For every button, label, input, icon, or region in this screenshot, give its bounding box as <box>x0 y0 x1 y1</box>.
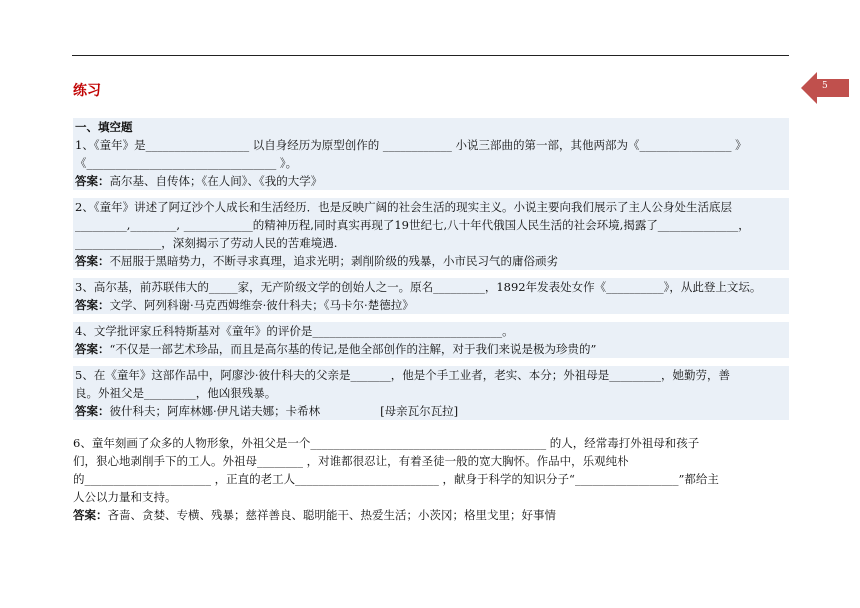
answer-line <box>75 172 787 190</box>
question-block-1 <box>73 118 789 190</box>
answer-line <box>75 252 787 270</box>
question-text: 的______________________ ，正直的老工人_________________________ ，献身于科学的知识分子“__________________”都给主 <box>73 472 719 486</box>
question-text: 《_________________________________ 》。 <box>75 156 298 170</box>
question-text: 1、《童年》是__________________ 以自身经历为原型创作的 ____________ 小说三部曲的第一部，其他两部为《________________ 》 <box>75 138 747 152</box>
question-text: 人公以力量和支持。 <box>73 490 177 504</box>
answer-label: 答案： <box>75 174 110 188</box>
answer-text: 彼什科夫；阿库林娜·伊凡诺夫娜；卡希林 <box>109 404 321 418</box>
page-number-badge <box>801 72 849 104</box>
page-title: 练习 <box>73 83 101 99</box>
answer-note: [母亲瓦尔瓦拉] <box>380 404 459 418</box>
answer-line <box>73 506 789 524</box>
question-text: _________,________, ____________的精神历程,同时真实再现了19世纪七,八十年代俄国人民生活的社会环境,揭露了______________， <box>75 218 750 232</box>
question-block-3 <box>73 278 789 314</box>
question-block-2 <box>73 198 789 270</box>
header-rule <box>72 55 789 56</box>
answer-text: “不仅是一部艺术珍品，而且是高尔基的传记,是他全部创作的注解，对于我们来说是极为珍贵的” <box>109 342 597 356</box>
question-text: 4、文学批评家丘科特斯基对《童年》的评价是_________________________________。 <box>75 324 514 338</box>
section-heading: 一、填空题 <box>75 120 133 134</box>
question-text: _______________，深刻揭示了劳动人民的苦难境遇. <box>75 236 338 250</box>
answer-label: 答案： <box>75 404 110 418</box>
answer-line <box>75 340 787 358</box>
question-block-4 <box>73 322 789 358</box>
question-text: 2、《童年》讲述了阿辽沙个人成长和生活经历．也是反映广阔的社会生活的现实主义。小说主要向我们展示了主人公身处生活底层 <box>75 200 733 214</box>
question-block-6 <box>73 434 789 524</box>
question-text: 5、在《童年》这部作品中，阿廖沙·彼什科夫的父亲是_______，他是个手工业者，老实、本分；外祖母是_________，她勤劳，善 <box>75 368 730 382</box>
page-number: 5 <box>822 81 828 91</box>
answer-line <box>75 402 787 420</box>
answer-text: 吝啬、贪婪、专横、残暴；慈祥善良、聪明能干、热爱生活；小茨冈；格里戈里；好事情 <box>107 508 556 522</box>
question-text: 良。外祖父是_________，他凶狠残暴。 <box>75 386 277 400</box>
answer-label: 答案： <box>75 254 110 268</box>
question-text: 们，狠心地剥削手下的工人。外祖母________ ，对谁都很忍让，有着圣徒一般的宽大胸怀。作品中，乐观纯朴 <box>73 454 629 468</box>
answer-text: 高尔基、自传体；《在人间》、《我的大学》 <box>109 174 323 188</box>
answer-text: 文学、阿列科谢·马克西姆维奈·彼什科夫；《马卡尔·楚德拉》 <box>109 298 414 312</box>
answer-label: 答案： <box>73 508 108 522</box>
answer-line <box>75 296 787 314</box>
question-text: 6、童年刻画了众多的人物形象，外祖父是一个_________________________________________ 的人，经常毒打外祖母和孩子 <box>73 436 700 450</box>
exercise-content <box>73 118 789 524</box>
answer-label: 答案： <box>75 298 110 312</box>
question-block-5 <box>73 366 789 420</box>
question-text: 3、高尔基，前苏联伟大的_____家，无产阶级文学的创始人之一。原名_________，1892年发表处女作《__________》，从此登上文坛。 <box>75 280 762 294</box>
answer-label: 答案： <box>75 342 110 356</box>
answer-text: 不屈服于黑暗势力，不断寻求真理，追求光明；剥削阶级的残暴，小市民习气的庸俗顽劣 <box>109 254 558 268</box>
